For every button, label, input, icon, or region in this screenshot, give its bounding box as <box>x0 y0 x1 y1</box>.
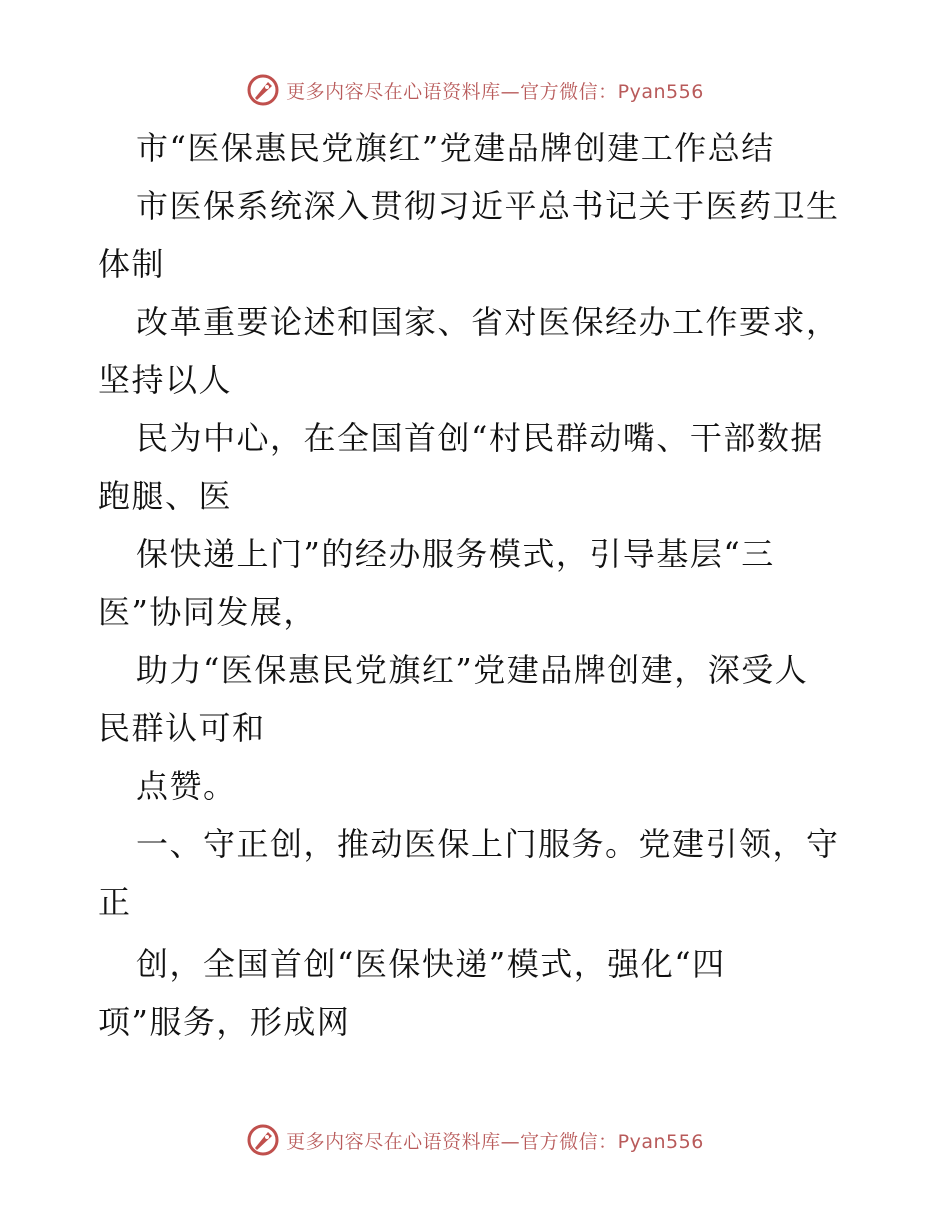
paragraph-line: 正 <box>98 883 132 921</box>
document-title: 市“医保惠民党旗红”党建品牌创建工作总结 <box>136 129 775 167</box>
pen-nib-logo-icon <box>246 1123 280 1157</box>
paragraph-line: 坚持以人 <box>98 361 233 399</box>
pen-nib-logo-icon <box>246 73 280 107</box>
paragraph-line: 市医保系统深入贯彻习近平总书记关于医药卫生 <box>136 187 840 225</box>
paragraph-line: 医”协同发展， <box>98 593 317 631</box>
watermark-text: 更多内容尽在心语资料库—官方微信：Pyan556 <box>286 80 704 103</box>
paragraph-line: 改革重要论述和国家、省对医保经办工作要求， <box>136 303 840 341</box>
paragraph-line: 创，全国首创“医保快递”模式，强化“四 <box>136 945 726 983</box>
paragraph-line: 助力“医保惠民党旗红”党建品牌创建，深受人 <box>136 651 809 689</box>
paragraph-line: 民群认可和 <box>98 709 266 747</box>
header-watermark <box>0 70 950 110</box>
paragraph-line: 点赞。 <box>136 767 237 805</box>
paragraph-line: 项”服务，形成网 <box>98 1003 351 1041</box>
watermark-text: 更多内容尽在心语资料库—官方微信：Pyan556 <box>286 1130 704 1153</box>
paragraph-line: 民为中心，在全国首创“村民群动嘴、干部数据 <box>136 419 824 457</box>
paragraph-line: 一、守正创，推动医保上门服务。党建引领，守 <box>136 825 840 863</box>
paragraph-line: 保快递上门”的经办服务模式，引导基层“三 <box>136 535 775 573</box>
footer-watermark <box>0 1120 950 1160</box>
paragraph-line: 体制 <box>98 245 166 283</box>
paragraph-line: 跑腿、医 <box>98 477 233 515</box>
